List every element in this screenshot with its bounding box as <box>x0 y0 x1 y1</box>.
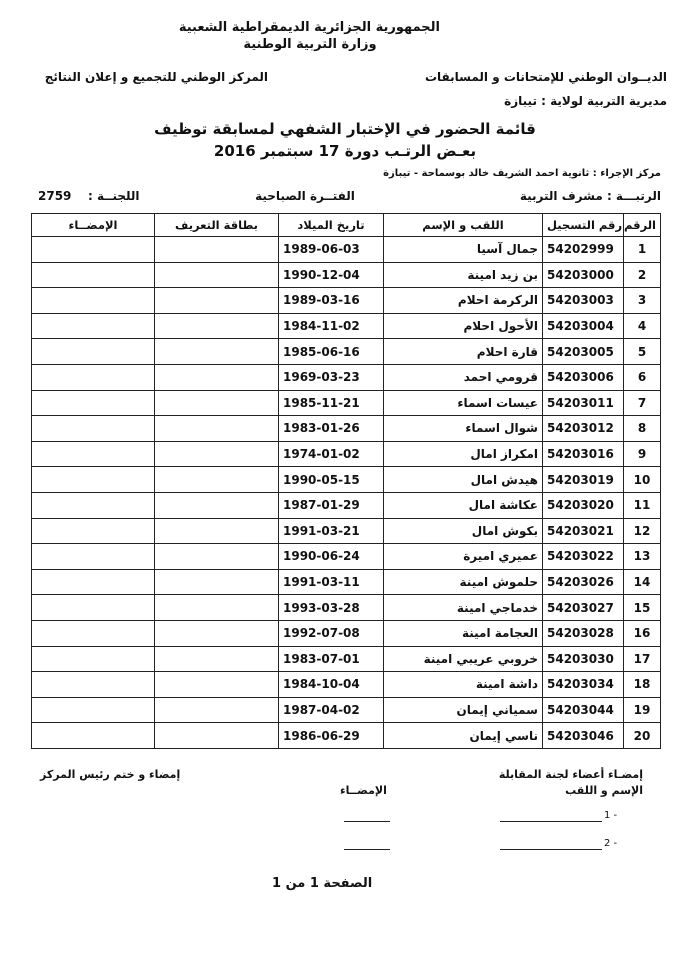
signature-cell <box>32 467 155 493</box>
name-title-label: الإسم و اللقب <box>565 784 643 797</box>
member-1-name-line <box>500 821 602 822</box>
row-number: 16 <box>624 620 661 646</box>
table-row <box>32 492 661 518</box>
row-number: 4 <box>624 313 661 339</box>
signature-cell <box>32 492 155 518</box>
committee-signatures-label: إمضـاء أعضاء لجنة المقابلة <box>498 768 643 781</box>
candidate-name: بن زيد امينة <box>384 262 543 288</box>
registration-number: 54203034 <box>543 672 624 698</box>
signature-cell <box>32 237 155 263</box>
signature-cell <box>32 646 155 672</box>
registration-number: 54203022 <box>543 544 624 570</box>
table-row <box>32 723 661 749</box>
row-number: 2 <box>624 262 661 288</box>
id-card-cell <box>155 672 279 698</box>
birth-date: 1989-03-16 <box>279 288 384 314</box>
registration-number: 54203003 <box>543 288 624 314</box>
id-card-cell <box>155 467 279 493</box>
birth-date: 1990-06-24 <box>279 544 384 570</box>
id-card-cell <box>155 313 279 339</box>
birth-date: 1990-05-15 <box>279 467 384 493</box>
birth-date: 1983-07-01 <box>279 646 384 672</box>
candidate-name: خدماجي امينة <box>384 595 543 621</box>
birth-date: 1987-04-02 <box>279 697 384 723</box>
birth-date: 1984-10-04 <box>279 672 384 698</box>
table-row <box>32 620 661 646</box>
table-row <box>32 390 661 416</box>
candidate-name: عيسات اسماء <box>384 390 543 416</box>
id-card-cell <box>155 544 279 570</box>
row-number: 6 <box>624 364 661 390</box>
id-card-cell <box>155 620 279 646</box>
attendance-table <box>31 213 661 749</box>
birth-date: 1974-01-02 <box>279 441 384 467</box>
signature-cell <box>32 364 155 390</box>
signature-label: الإمضــاء <box>340 784 387 797</box>
signature-cell <box>32 288 155 314</box>
member-2-signature-line <box>344 849 390 850</box>
signature-cell <box>32 390 155 416</box>
birth-date: 1989-06-03 <box>279 237 384 263</box>
table-row <box>32 339 661 365</box>
signature-cell <box>32 339 155 365</box>
table-row <box>32 441 661 467</box>
row-number: 3 <box>624 288 661 314</box>
registration-number: 54203046 <box>543 723 624 749</box>
birth-date: 1984-11-02 <box>279 313 384 339</box>
table-header-row <box>32 214 661 237</box>
document-title: قائمة الحضور في الإختبار الشفهي لمسابقة توظيف <box>154 120 536 138</box>
signature-cell <box>32 416 155 442</box>
row-number: 10 <box>624 467 661 493</box>
row-number: 9 <box>624 441 661 467</box>
header-signature: الإمضــاء <box>32 214 155 237</box>
row-number: 19 <box>624 697 661 723</box>
signature-cell <box>32 672 155 698</box>
table-row <box>32 569 661 595</box>
header-registration: رقم التسجيل <box>543 214 624 237</box>
member-1-label: 1 - <box>604 810 618 821</box>
document-subtitle: بعـض الرتـب دورة 17 سبتمبر 2016 <box>213 142 477 160</box>
row-number: 12 <box>624 518 661 544</box>
id-card-cell <box>155 646 279 672</box>
committee-label: اللجنــة : <box>88 189 140 203</box>
signature-cell <box>32 262 155 288</box>
row-number: 20 <box>624 723 661 749</box>
registration-number: 54203000 <box>543 262 624 288</box>
registration-number: 54203026 <box>543 569 624 595</box>
signature-cell <box>32 441 155 467</box>
birth-date: 1990-12-04 <box>279 262 384 288</box>
row-number: 17 <box>624 646 661 672</box>
registration-number: 54203021 <box>543 518 624 544</box>
table-row <box>32 467 661 493</box>
registration-number: 54203011 <box>543 390 624 416</box>
rank: الرتبـــة : مشرف التربية <box>519 189 661 203</box>
header-name: اللقب و الإسم <box>384 214 543 237</box>
candidate-name: ناسي إيمان <box>384 723 543 749</box>
table-row <box>32 672 661 698</box>
header-num: الرقم <box>624 214 661 237</box>
row-number: 13 <box>624 544 661 570</box>
registration-number: 54203030 <box>543 646 624 672</box>
id-card-cell <box>155 441 279 467</box>
registration-number: 54203005 <box>543 339 624 365</box>
signature-cell <box>32 595 155 621</box>
id-card-cell <box>155 262 279 288</box>
birth-date: 1992-07-08 <box>279 620 384 646</box>
table-row <box>32 697 661 723</box>
member-2-name-line <box>500 849 602 850</box>
row-number: 5 <box>624 339 661 365</box>
signature-cell <box>32 313 155 339</box>
signature-cell <box>32 723 155 749</box>
table-row <box>32 544 661 570</box>
committee-number: 2759 <box>38 189 72 203</box>
birth-date: 1991-03-21 <box>279 518 384 544</box>
registration-number: 54203019 <box>543 467 624 493</box>
office-title: الديــوان الوطني للإمتحانات و المسابقات <box>424 70 667 84</box>
registration-number: 54203012 <box>543 416 624 442</box>
header-birth-date: تاريخ الميلاد <box>279 214 384 237</box>
table-row <box>32 646 661 672</box>
registration-number: 54203006 <box>543 364 624 390</box>
row-number: 8 <box>624 416 661 442</box>
signature-cell <box>32 620 155 646</box>
center-title: المركز الوطني للتجميع و إعلان النتائج <box>44 70 268 84</box>
candidate-name: امكراز امال <box>384 441 543 467</box>
table-row <box>32 595 661 621</box>
id-card-cell <box>155 390 279 416</box>
table-row <box>32 313 661 339</box>
birth-date: 1993-03-28 <box>279 595 384 621</box>
candidate-name: قرومي احمد <box>384 364 543 390</box>
id-card-cell <box>155 569 279 595</box>
candidate-name: هيدش امال <box>384 467 543 493</box>
id-card-cell <box>155 237 279 263</box>
row-number: 15 <box>624 595 661 621</box>
birth-date: 1986-06-29 <box>279 723 384 749</box>
exam-center: مركز الإجراء : ثانوية احمد الشريف خالد بوسماحة - تيبازة <box>383 168 661 179</box>
table-row <box>32 416 661 442</box>
birth-date: 1987-01-29 <box>279 492 384 518</box>
registration-number: 54203020 <box>543 492 624 518</box>
id-card-cell <box>155 595 279 621</box>
header-id-card: بطاقة التعريف <box>155 214 279 237</box>
candidate-name: خروبي عريبي امينة <box>384 646 543 672</box>
registration-number: 54203028 <box>543 620 624 646</box>
ministry-title: وزارة التربية الوطنية <box>243 37 377 52</box>
candidate-name: الركرمة احلام <box>384 288 543 314</box>
candidate-name: العجامة امينة <box>384 620 543 646</box>
row-number: 14 <box>624 569 661 595</box>
registration-number: 54203027 <box>543 595 624 621</box>
row-number: 18 <box>624 672 661 698</box>
id-card-cell <box>155 723 279 749</box>
candidate-name: الأحول احلام <box>384 313 543 339</box>
member-1-signature-line <box>344 821 390 822</box>
registration-number: 54202999 <box>543 237 624 263</box>
id-card-cell <box>155 697 279 723</box>
row-number: 11 <box>624 492 661 518</box>
id-card-cell <box>155 288 279 314</box>
id-card-cell <box>155 416 279 442</box>
birth-date: 1991-03-11 <box>279 569 384 595</box>
id-card-cell <box>155 364 279 390</box>
table-row <box>32 288 661 314</box>
birth-date: 1985-11-21 <box>279 390 384 416</box>
registration-number: 54203016 <box>543 441 624 467</box>
candidate-name: جمال آسيا <box>384 237 543 263</box>
page-number: الصفحة 1 من 1 <box>272 876 373 891</box>
republic-title: الجمهورية الجزائرية الديمقراطية الشعبية <box>178 20 440 35</box>
candidate-name: قارة احلام <box>384 339 543 365</box>
directorate-title: مديرية التربية لولاية : تيبازة <box>504 94 667 108</box>
signature-cell <box>32 518 155 544</box>
candidate-name: عكاشة امال <box>384 492 543 518</box>
candidate-name: شوال اسماء <box>384 416 543 442</box>
candidate-name: عميري اميرة <box>384 544 543 570</box>
member-2-label: 2 - <box>604 838 618 849</box>
id-card-cell <box>155 339 279 365</box>
id-card-cell <box>155 492 279 518</box>
head-signature-label: إمضاء و ختم رئيس المركز <box>40 768 181 781</box>
table-row <box>32 262 661 288</box>
candidate-name: بكوش امال <box>384 518 543 544</box>
registration-number: 54203004 <box>543 313 624 339</box>
candidate-name: داشة امينة <box>384 672 543 698</box>
signature-cell <box>32 544 155 570</box>
registration-number: 54203044 <box>543 697 624 723</box>
row-number: 1 <box>624 237 661 263</box>
signature-cell <box>32 569 155 595</box>
table-row <box>32 237 661 263</box>
birth-date: 1985-06-16 <box>279 339 384 365</box>
signature-cell <box>32 697 155 723</box>
table-row <box>32 364 661 390</box>
candidate-name: سمياني إيمان <box>384 697 543 723</box>
row-number: 7 <box>624 390 661 416</box>
birth-date: 1969-03-23 <box>279 364 384 390</box>
candidate-name: حلموش امينة <box>384 569 543 595</box>
id-card-cell <box>155 518 279 544</box>
session-period: الفتــرة الصباحية <box>255 189 355 203</box>
table-row <box>32 518 661 544</box>
birth-date: 1983-01-26 <box>279 416 384 442</box>
